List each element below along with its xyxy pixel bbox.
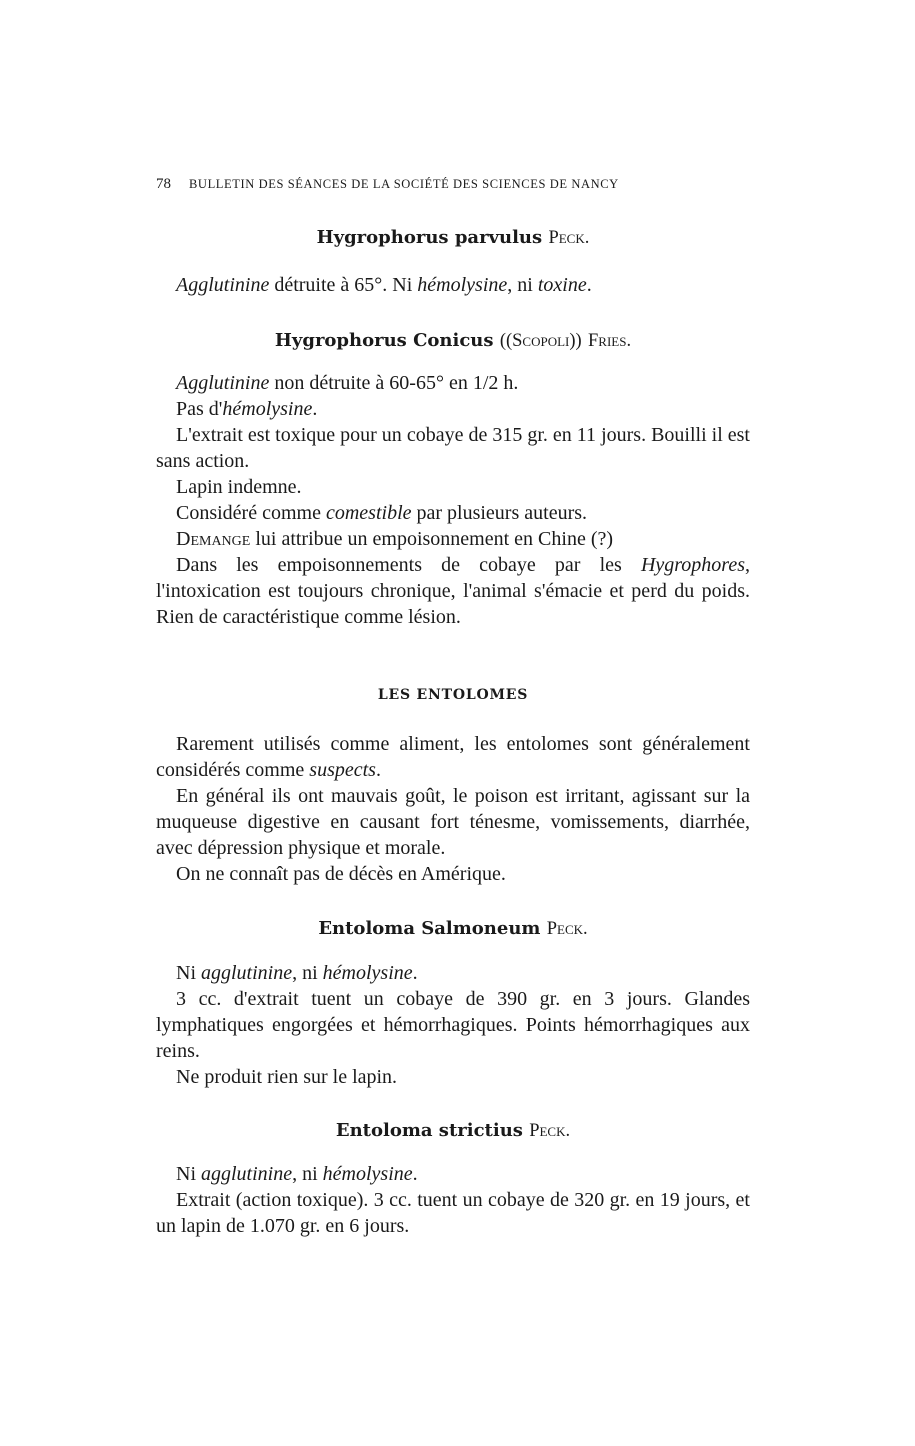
running-header — [156, 176, 756, 193]
paragraph — [156, 731, 750, 783]
paragraph: Extrait (action toxique). 3 cc. tuent un cobaye de 320 gr. en 19 jours, et un lapin de 1.070 gr. en 6 jours. — [156, 1189, 750, 1237]
italic-term: suspects — [309, 759, 376, 781]
italic-term: toxine — [537, 274, 587, 296]
italic-term: comestible — [325, 502, 412, 524]
species-author: Peck. — [546, 919, 588, 939]
species-name: Entoloma Salmoneum — [318, 918, 541, 939]
paragraph — [156, 396, 750, 422]
section-hygrophorus-parvulus — [156, 272, 750, 298]
paragraph — [156, 960, 750, 986]
text-span: , ni — [292, 1163, 323, 1185]
text-span: par plusieurs auteurs. — [411, 502, 588, 524]
italic-term: hémolysine — [322, 962, 413, 984]
heading-hygrophorus-conicus — [156, 330, 750, 352]
text-span: détruite à 65°. Ni — [269, 274, 418, 296]
text-span: . — [412, 962, 418, 984]
heading-hygrophorus-parvulus — [156, 227, 750, 249]
italic-term: hémolysine — [222, 398, 313, 420]
paragraph: 3 cc. d'extrait tuent un cobaye de 390 gr. en 3 jours. Glandes lymphatiques engorgées et hémorrhagiques. Points hémorrhagiques aux reins. — [156, 988, 750, 1062]
section-entoloma-salmoneum — [156, 960, 750, 1090]
italic-term: hémolysine — [322, 1163, 413, 1185]
italic-term: Agglutinine — [176, 372, 270, 394]
italic-term: hémolysine — [417, 274, 508, 296]
author-name: Demange — [176, 528, 251, 550]
text-span: . — [412, 1163, 418, 1185]
text-span: Pas d' — [176, 398, 223, 420]
paragraph — [156, 272, 750, 298]
text-span: Ni — [176, 1163, 201, 1185]
text-span: Ni — [176, 962, 201, 984]
paragraph: Lapin indemne. — [176, 476, 302, 498]
heading-entoloma-salmoneum — [156, 918, 750, 940]
italic-term: agglutinine — [201, 1163, 293, 1185]
species-name: Hygrophorus Conicus — [274, 330, 494, 351]
section-entoloma-strictius — [156, 1161, 750, 1239]
species-name: Hygrophorus parvulus — [316, 227, 543, 248]
species-author: Fries. — [588, 331, 632, 351]
paragraph: Ne produit rien sur le lapin. — [176, 1066, 398, 1088]
paragraph — [156, 370, 750, 396]
text-span: lui attribue un empoisonnement en Chine (?) — [250, 528, 614, 550]
paragraph: L'extrait est toxique pour un cobaye de 315 gr. en 11 jours. Bouilli il est sans action. — [156, 424, 750, 472]
text-span: , l'intoxication est toujours chronique, l'animal s'émacie et perd du poids. Rien de caractéristique comme lésion. — [156, 554, 750, 628]
paragraph: On ne connaît pas de décès en Amérique. — [176, 863, 506, 885]
text-span: non détruite à 60-65° en 1/2 h. — [269, 372, 519, 394]
species-author: Peck. — [529, 1121, 571, 1141]
text-span: . — [375, 759, 381, 781]
text-span: Considéré comme — [176, 502, 326, 524]
paragraph — [156, 526, 750, 552]
paragraph — [156, 552, 750, 630]
text-span: , ni — [292, 962, 323, 984]
running-title: BULLETIN DES SÉANCES DE LA SOCIÉTÉ DES SCIENCES DE NANCY — [189, 177, 619, 191]
text-span: . — [586, 274, 592, 296]
text-span: Dans les empoisonnements de cobaye par les — [176, 554, 641, 576]
species-author: Peck. — [548, 228, 590, 248]
paragraph — [156, 1161, 750, 1187]
species-name: Entoloma strictius — [335, 1120, 523, 1141]
section-hygrophorus-conicus — [156, 370, 750, 630]
heading-entoloma-strictius — [156, 1120, 750, 1142]
italic-term: agglutinine — [201, 962, 293, 984]
page-number: 78 — [156, 176, 171, 192]
italic-term: Agglutinine — [176, 274, 270, 296]
text-span: , ni — [507, 274, 538, 296]
author-paren-text: (Scopoli) — [505, 331, 576, 351]
paragraph — [156, 500, 750, 526]
italic-term: Hygrophores — [640, 554, 745, 576]
paragraph: En général ils ont mauvais goût, le poison est irritant, agissant sur la muqueuse digestive en causant fort ténesme, vomissements, diarrhée, avec dépression physique et morale. — [156, 785, 750, 859]
section-title-entolomes: LES ENTOLOMES — [377, 687, 529, 703]
section-entolomes — [156, 731, 750, 887]
text-span: Rarement utilisés comme aliment, les entolomes sont généralement considérés comme — [156, 733, 750, 781]
text-span: . — [312, 398, 318, 420]
species-author-paren: ((Scopoli)) — [499, 331, 582, 351]
